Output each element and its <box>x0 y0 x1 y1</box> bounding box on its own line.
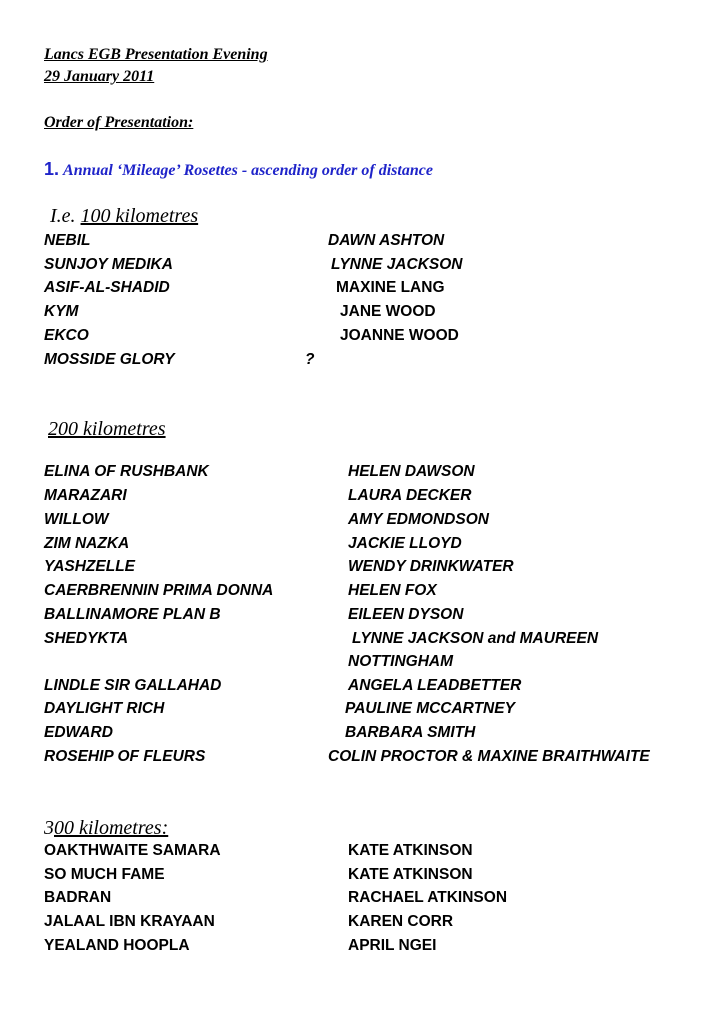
section-100-title: 100 kilometres <box>80 205 199 227</box>
list-item-rider: RACHAEL ATKINSON <box>348 889 508 906</box>
list-item-rider: JOANNE WOOD <box>340 327 459 344</box>
item-1 <box>44 159 433 180</box>
doc-title: Lancs EGB Presentation Evening <box>44 46 268 63</box>
list-item-rider: PAULINE MCCARTNEY <box>345 700 515 717</box>
list-item-horse: SO MUCH FAME <box>44 866 165 883</box>
list-item-horse: MARAZARI <box>44 487 127 504</box>
list-item-rider: LYNNE JACKSON <box>331 256 463 273</box>
order-heading: Order of Presentation: <box>44 114 194 131</box>
item-text: Annual ‘Mileage’ Rosettes - ascending order of distance <box>63 162 433 179</box>
list-item-horse: MOSSIDE GLORY <box>44 351 175 368</box>
list-item-rider: EILEEN DYSON <box>348 606 464 623</box>
list-item-horse: JALAAL IBN KRAYAAN <box>44 913 215 930</box>
list-item-rider: ? <box>305 351 315 368</box>
list-item-horse: LINDLE SIR GALLAHAD <box>44 677 222 694</box>
list-item-rider: LAURA DECKER <box>348 487 472 504</box>
list-item-horse: OAKTHWAITE SAMARA <box>44 842 221 859</box>
list-item-horse: KYM <box>44 303 79 320</box>
list-item-horse: SUNJOY MEDIKA <box>44 256 173 273</box>
list-item-rider: JACKIE LLOYD <box>348 535 462 552</box>
list-item-rider: JANE WOOD <box>340 303 436 320</box>
list-item-horse: BADRAN <box>44 889 112 906</box>
list-item-horse: NEBIL <box>44 232 91 249</box>
list-item-horse: BALLINAMORE PLAN B <box>44 606 221 623</box>
list-item-horse: ASIF-AL-SHADID <box>44 279 170 296</box>
section-100-prefix: I.e. <box>50 205 81 227</box>
list-item-horse: YEALAND HOOPLA <box>44 937 190 954</box>
list-item-rider: APRIL NGEI <box>348 937 437 954</box>
list-item-horse: CAERBRENNIN PRIMA DONNA <box>44 582 274 599</box>
list-item-horse: ELINA OF RUSHBANK <box>44 463 209 480</box>
list-item-rider: HELEN FOX <box>348 582 437 599</box>
list-item-rider: DAWN ASHTON <box>328 232 445 249</box>
list-item-rider: WENDY DRINKWATER <box>348 558 514 575</box>
list-item-horse: YASHZELLE <box>44 558 135 575</box>
list-item-horse: EDWARD <box>44 724 113 741</box>
section-300-title: 00 kilometres: <box>54 817 169 839</box>
list-item-rider: BARBARA SMITH <box>345 724 476 741</box>
list-item-rider: ANGELA LEADBETTER <box>348 677 522 694</box>
list-item-rider: KATE ATKINSON <box>348 842 473 859</box>
list-item-rider: HELEN DAWSON <box>348 463 475 480</box>
doc-date: 29 January 2011 <box>44 68 155 85</box>
list-item-horse: ROSEHIP OF FLEURS <box>44 748 206 765</box>
section-200-heading: 200 kilometres <box>48 418 166 440</box>
list-item-rider: AMY EDMONDSON <box>348 511 489 528</box>
list-item-horse: ZIM NAZKA <box>44 535 130 552</box>
list-item-horse: WILLOW <box>44 511 109 528</box>
list-item-rider: MAXINE LANG <box>336 279 445 296</box>
section-100-heading <box>50 205 198 228</box>
list-item-rider: KATE ATKINSON <box>348 866 473 883</box>
list-item-horse: SHEDYKTA <box>44 630 129 647</box>
item-number: 1. <box>44 159 60 179</box>
section-300-heading <box>44 817 168 840</box>
list-item-rider: KAREN CORR <box>348 913 454 930</box>
list-item-rider-cont: NOTTINGHAM <box>348 653 454 670</box>
list-item-horse: DAYLIGHT RICH <box>44 700 165 717</box>
list-item-horse: EKCO <box>44 327 89 344</box>
list-item-rider: COLIN PROCTOR & MAXINE BRAITHWAITE <box>328 748 650 765</box>
list-item-rider: LYNNE JACKSON and MAUREEN <box>352 630 599 647</box>
section-300-title-plain: 3 <box>44 817 54 839</box>
